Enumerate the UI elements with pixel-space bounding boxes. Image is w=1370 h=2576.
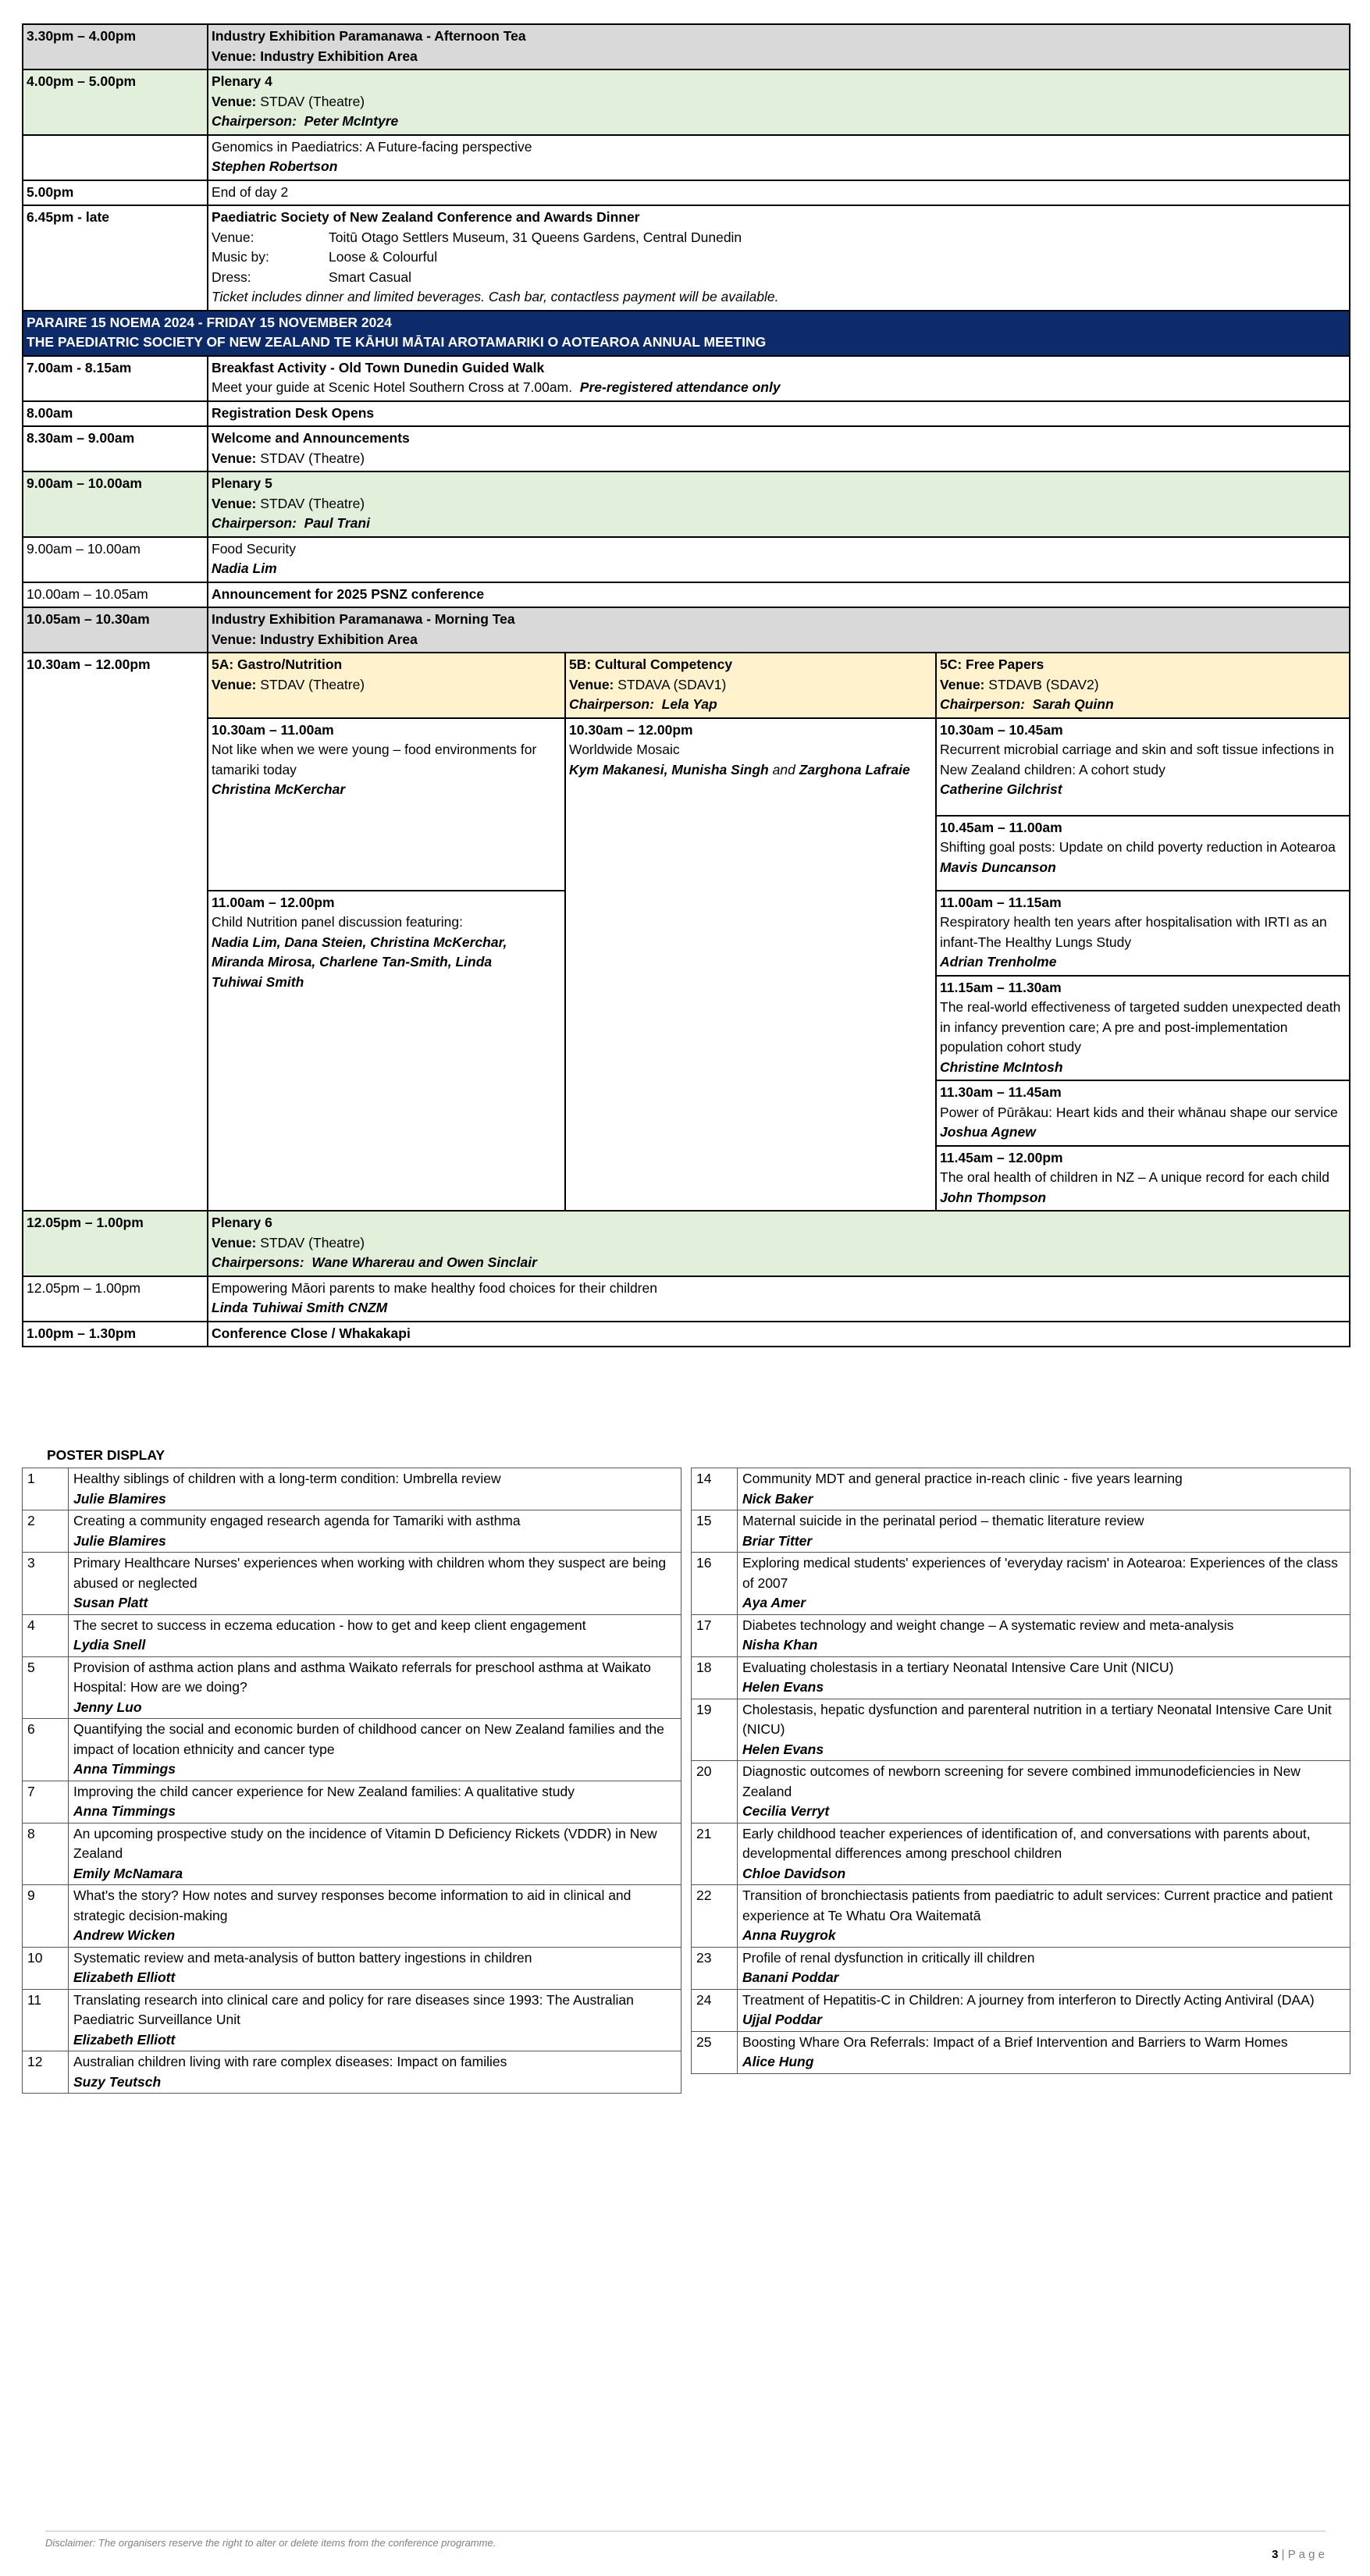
poster-title: What's the story? How notes and survey responses become information to aid in clinical and strategic decision-making — [73, 1888, 632, 1923]
poster-number: 19 — [692, 1699, 738, 1761]
chair-line: Chairpersons: Wane Wharerau and Owen Sinclair — [212, 1254, 537, 1270]
page-number: 3 | P a g e — [1272, 2548, 1325, 2561]
talk-5c-6 — [936, 1146, 1350, 1212]
session-title: 5C: Free Papers — [940, 656, 1044, 672]
talk-5a-1 — [208, 718, 565, 891]
poster-title: Systematic review and meta-analysis of button battery ingestions in children — [73, 1949, 532, 1966]
poster-title: Creating a community engaged research agenda for Tamariki with asthma — [73, 1513, 521, 1528]
session-cell — [208, 24, 1350, 69]
poster-row — [23, 1656, 681, 1719]
time-cell: 8.30am – 9.00am — [23, 426, 208, 471]
poster-number: 22 — [692, 1885, 738, 1948]
session-title: 5A: Gastro/Nutrition — [212, 656, 343, 672]
poster-row — [692, 1989, 1350, 2031]
poster-title: Translating research into clinical care and policy for rare diseases since 1993: The Australian Paediatric Surveillance Unit — [73, 1991, 634, 2027]
poster-row — [692, 1656, 1350, 1699]
programme-table — [22, 23, 1350, 1347]
poster-row — [23, 2051, 681, 2094]
talk-title: Genomics in Paediatrics: A Future-facing perspective — [212, 138, 532, 155]
poster-author: Cecilia Verryt — [742, 1803, 830, 1819]
day-header-line2: THE PAEDIATRIC SOCIETY OF NEW ZEALAND TE KĀHUI MĀTAI AROTAMARIKI O AOTEAROA ANNUAL MEETING — [27, 334, 767, 350]
talk-title: Not like when we were young – food environments for tamariki today — [212, 742, 537, 777]
poster-title: Profile of renal dysfunction in critically ill children — [742, 1949, 1035, 1966]
poster-entry — [69, 1947, 681, 1989]
talk-title: The oral health of children in NZ – A unique record for each child — [940, 1169, 1330, 1185]
session-cell — [208, 1276, 1350, 1322]
talk-time: 11.30am – 11.45am — [940, 1084, 1062, 1100]
talk-title: Shifting goal posts: Update on child poverty reduction in Aotearoa — [940, 839, 1336, 856]
talk-5c-2 — [936, 816, 1350, 891]
venue-line: Venue: STDAV (Theatre) — [212, 93, 365, 109]
day-header-line1: PARAIRE 15 NOEMA 2024 - FRIDAY 15 NOVEMBER 2024 — [27, 314, 392, 330]
session-cell: Announcement for 2025 PSNZ conference — [208, 582, 1350, 608]
venue-line: Venue: STDAVB (SDAV2) — [940, 676, 1099, 692]
poster-title: The secret to success in eczema education - how to get and keep client engagement — [73, 1617, 586, 1633]
poster-title: Cholestasis, hepatic dysfunction and parenteral nutrition in a tertiary Neonatal Intensive Care Unit (NICU) — [742, 1701, 1332, 1737]
talk-5b-1 — [565, 718, 936, 1212]
poster-author: Helen Evans — [742, 1741, 824, 1757]
dinner-row — [23, 205, 1350, 311]
poster-entry — [738, 1468, 1350, 1510]
poster-row — [23, 1885, 681, 1948]
breakfast-text: Meet your guide at Scenic Hotel Southern Cross at 7.00am. Pre-registered attendance only — [212, 379, 781, 395]
chair-line: Chairperson: Lela Yap — [569, 696, 717, 712]
talk-5c-5 — [936, 1080, 1350, 1146]
session-title: Plenary 5 — [212, 475, 272, 491]
poster-display-heading: POSTER DISPLAY — [47, 1447, 165, 1463]
day-header-row — [23, 311, 1350, 356]
talk-time: 10.30am – 10.45am — [940, 721, 1063, 738]
session-cell — [208, 1211, 1350, 1276]
speaker: Joshua Agnew — [940, 1124, 1036, 1140]
talk-5c-1 — [936, 718, 1350, 816]
afternoon-tea-row — [23, 24, 1350, 69]
dinner-note: Ticket includes dinner and limited beverages. Cash bar, contactless payment will be available. — [212, 289, 779, 304]
time-cell: 1.00pm – 1.30pm — [23, 1322, 208, 1347]
venue-value: Toitū Otago Settlers Museum, 31 Queens Gardens, Central Dunedin — [329, 229, 742, 245]
time-cell: 4.00pm – 5.00pm — [23, 69, 208, 135]
session-cell — [208, 607, 1350, 653]
talk-title: Respiratory health ten years after hospitalisation with IRTI as an infant-The Healthy Lungs Study — [940, 914, 1327, 950]
poster-row — [692, 1614, 1350, 1656]
poster-number: 21 — [692, 1823, 738, 1885]
poster-row — [23, 1719, 681, 1781]
session-5c-header — [936, 653, 1350, 718]
poster-author: Briar Titter — [742, 1532, 813, 1549]
session-cell — [208, 205, 1350, 311]
poster-number: 12 — [23, 2051, 69, 2094]
poster-entry — [69, 1656, 681, 1719]
poster-entry — [738, 1947, 1350, 1989]
session-cell: Registration Desk Opens — [208, 401, 1350, 427]
poster-title: Transition of bronchiectasis patients from paediatric to adult services: Current practice and patient experience at Te Whatu Ora Waitematā — [742, 1888, 1333, 1923]
session-5b-header — [565, 653, 936, 718]
poster-number: 18 — [692, 1656, 738, 1699]
poster-number: 24 — [692, 1989, 738, 2031]
poster-entry — [738, 1614, 1350, 1656]
music-label: Music by: — [212, 249, 269, 265]
poster-title: Community MDT and general practice in-reach clinic - five years learning — [742, 1471, 1183, 1486]
poster-author: Andrew Wicken — [73, 1927, 176, 1943]
venue-line: Venue: STDAVA (SDAV1) — [569, 676, 727, 692]
speaker: Mavis Duncanson — [940, 859, 1056, 875]
venue-line: Venue: STDAV (Theatre) — [212, 450, 365, 466]
poster-author: Susan Platt — [73, 1595, 148, 1610]
poster-entry — [69, 1553, 681, 1615]
speaker: Linda Tuhiwai Smith CNZM — [212, 1300, 388, 1315]
poster-author: Julie Blamires — [73, 1532, 166, 1549]
dress-value: Smart Casual — [329, 269, 412, 285]
speaker: Nadia Lim, Dana Steien, Christina McKerchar, Miranda Mirosa, Charlene Tan-Smith, Linda Tuhiwai Smith — [212, 934, 507, 990]
poster-number: 15 — [692, 1510, 738, 1553]
poster-title: Exploring medical students' experiences of 'everyday racism' in Aotearoa: Experiences of the class of 2007 — [742, 1555, 1338, 1591]
poster-number: 7 — [23, 1781, 69, 1823]
poster-row — [23, 1781, 681, 1823]
poster-title: Quantifying the social and economic burden of childhood cancer on New Zealand families and the impact of location ethnicity and cancer type — [73, 1721, 664, 1757]
speaker: Stephen Robertson — [212, 158, 338, 174]
poster-title: Provision of asthma action plans and asthma Waikato referrals for preschool asthma at Waikato Hospital: How are we doing? — [73, 1659, 651, 1695]
talk-title: Worldwide Mosaic — [569, 742, 680, 757]
poster-number: 10 — [23, 1947, 69, 1989]
time-cell: 12.05pm – 1.00pm — [23, 1276, 208, 1322]
poster-entry — [69, 1823, 681, 1885]
venue-line: Venue: Industry Exhibition Area — [212, 48, 418, 64]
poster-author: Emily McNamara — [73, 1865, 183, 1881]
talk-time: 11.00am – 11.15am — [940, 894, 1062, 910]
poster-author: Elizabeth Elliott — [73, 1969, 176, 1985]
poster-author: Jenny Luo — [73, 1699, 142, 1715]
poster-row — [692, 2031, 1350, 2073]
session-title: Plenary 4 — [212, 73, 272, 89]
session-title: Breakfast Activity - Old Town Dunedin Guided Walk — [212, 359, 545, 375]
speaker: Catherine Gilchrist — [940, 781, 1062, 797]
poster-number: 23 — [692, 1947, 738, 1989]
plenary4-row — [23, 69, 1350, 135]
poster-entry — [69, 1781, 681, 1823]
poster-entry — [69, 2051, 681, 2094]
session-title: Industry Exhibition Paramanawa - Morning Tea — [212, 611, 515, 627]
time-cell: 9.00am – 10.00am — [23, 537, 208, 582]
time-cell: 3.30pm – 4.00pm — [23, 24, 208, 69]
poster-entry — [69, 1885, 681, 1948]
end-day-row — [23, 180, 1350, 206]
poster-entry — [69, 1468, 681, 1510]
session-cell: End of day 2 — [208, 180, 1350, 206]
speaker-line: Kym Makanesi, Munisha Singh and Zarghona Lafraie — [569, 761, 910, 777]
poster-entry — [69, 1989, 681, 2051]
poster-author: Banani Poddar — [742, 1969, 839, 1985]
poster-author: Suzy Teutsch — [73, 2073, 162, 2090]
poster-entry — [69, 1614, 681, 1656]
poster-row — [692, 1947, 1350, 1989]
food-security-row — [23, 537, 1350, 582]
poster-row — [692, 1468, 1350, 1510]
poster-title: Primary Healthcare Nurses' experiences when working with children whom they suspect are being abused or neglected — [73, 1555, 667, 1591]
time-cell: 12.05pm – 1.00pm — [23, 1211, 208, 1276]
talk-time: 11.45am – 12.00pm — [940, 1149, 1063, 1165]
poster-number: 4 — [23, 1614, 69, 1656]
poster-entry — [738, 1823, 1350, 1885]
time-cell: 10.05am – 10.30am — [23, 607, 208, 653]
time-cell: 8.00am — [23, 401, 208, 427]
poster-author: Julie Blamires — [73, 1490, 166, 1507]
session-cell — [208, 69, 1350, 135]
poster-author: Lydia Snell — [73, 1637, 146, 1653]
poster-row — [692, 1553, 1350, 1615]
poster-row — [23, 1823, 681, 1885]
poster-number: 3 — [23, 1553, 69, 1615]
session-cell: Conference Close / Whakakapi — [208, 1322, 1350, 1347]
poster-title: Treatment of Hepatitis-C in Children: A journey from interferon to Directly Acting Antiviral (DAA) — [742, 1991, 1315, 2008]
concurrent-header-row — [23, 653, 1350, 718]
speaker: Nadia Lim — [212, 560, 277, 576]
session-title: Paediatric Society of New Zealand Conference and Awards Dinner — [212, 209, 640, 225]
registration-row — [23, 401, 1350, 427]
poster-author: Elizabeth Elliott — [73, 2031, 176, 2048]
poster-row — [23, 1947, 681, 1989]
poster-entry — [738, 1656, 1350, 1699]
talk-5c-4 — [936, 976, 1350, 1081]
poster-number: 6 — [23, 1719, 69, 1781]
venue-label: Venue: — [212, 229, 254, 245]
poster-author: Helen Evans — [742, 1679, 824, 1695]
poster-entry — [738, 1699, 1350, 1761]
poster-number: 5 — [23, 1656, 69, 1719]
poster-number: 25 — [692, 2031, 738, 2073]
talk-title: Food Security — [212, 540, 296, 557]
poster-row — [692, 1699, 1350, 1761]
breakfast-row — [23, 356, 1350, 401]
talk-time: 11.15am – 11.30am — [940, 979, 1062, 995]
genomics-row — [23, 135, 1350, 180]
talk-title: Empowering Māori parents to make healthy food choices for their children — [212, 1279, 657, 1296]
poster-author: Anna Timmings — [73, 1761, 176, 1777]
day-header-cell — [23, 311, 1350, 356]
empowering-row — [23, 1276, 1350, 1322]
session-cell — [208, 426, 1350, 471]
poster-title: Early childhood teacher experiences of identification of, and conversations with parents about, developmental differences among preschool children — [742, 1825, 1311, 1861]
poster-author: Aya Amer — [742, 1595, 806, 1610]
poster-number: 1 — [23, 1468, 69, 1510]
time-cell: 10.30am – 12.00pm — [23, 653, 208, 1211]
session-cell — [208, 537, 1350, 582]
poster-title: Healthy siblings of children with a long-term condition: Umbrella review — [73, 1471, 501, 1486]
venue-line: Venue: STDAV (Theatre) — [212, 1234, 365, 1251]
poster-number: 8 — [23, 1823, 69, 1885]
time-cell — [23, 135, 208, 180]
talk-title: Power of Pūrākau: Heart kids and their whānau shape our service — [940, 1104, 1338, 1120]
welcome-row — [23, 426, 1350, 471]
dress-label: Dress: — [212, 269, 251, 285]
poster-title: Evaluating cholestasis in a tertiary Neonatal Intensive Care Unit (NICU) — [742, 1659, 1174, 1675]
poster-title: An upcoming prospective study on the incidence of Vitamin D Deficiency Rickets (VDDR) in New Zealand — [73, 1825, 657, 1861]
concurrent-row-1 — [23, 718, 1350, 816]
poster-row — [692, 1885, 1350, 1948]
talk-time: 11.00am – 12.00pm — [212, 894, 335, 910]
poster-entry — [738, 1510, 1350, 1553]
poster-number: 16 — [692, 1553, 738, 1615]
poster-author: Anna Timmings — [73, 1803, 176, 1819]
poster-number: 9 — [23, 1885, 69, 1948]
talk-5a-2 — [208, 891, 565, 1212]
talk-time: 10.45am – 11.00am — [940, 819, 1062, 835]
poster-entry — [69, 1719, 681, 1781]
chair-line: Chairperson: Paul Trani — [212, 515, 370, 531]
plenary5-row — [23, 471, 1350, 537]
poster-title: Maternal suicide in the perinatal period – thematic literature review — [742, 1513, 1144, 1528]
poster-author: Ujjal Poddar — [742, 2012, 823, 2027]
poster-row — [23, 1510, 681, 1553]
poster-entry — [738, 1761, 1350, 1823]
disclaimer: Disclaimer: The organisers reserve the right to alter or delete items from the conference programme. — [45, 2537, 496, 2549]
poster-title: Australian children living with rare complex diseases: Impact on families — [73, 2054, 507, 2069]
time-cell: 6.45pm - late — [23, 205, 208, 311]
close-row — [23, 1322, 1350, 1347]
poster-entry — [69, 1510, 681, 1553]
poster-number: 2 — [23, 1510, 69, 1553]
poster-entry — [738, 1989, 1350, 2031]
poster-entry — [738, 2031, 1350, 2073]
session-cell — [208, 471, 1350, 537]
time-cell: 10.00am – 10.05am — [23, 582, 208, 608]
talk-title: Recurrent microbial carriage and skin and soft tissue infections in New Zealand children: A cohort study — [940, 742, 1334, 777]
talk-time: 10.30am – 11.00am — [212, 721, 334, 738]
session-title: 5B: Cultural Competency — [569, 656, 733, 672]
poster-author: Chloe Davidson — [742, 1865, 846, 1881]
poster-row — [23, 1614, 681, 1656]
poster-table-right — [691, 1468, 1350, 2074]
poster-row — [23, 1989, 681, 2051]
time-cell: 9.00am – 10.00am — [23, 471, 208, 537]
announcement-row — [23, 582, 1350, 608]
speaker: Christine McIntosh — [940, 1059, 1063, 1075]
poster-title: Improving the child cancer experience for New Zealand families: A qualitative study — [73, 1783, 575, 1799]
poster-number: 14 — [692, 1468, 738, 1510]
plenary6-row — [23, 1211, 1350, 1276]
dinner-details — [212, 228, 1346, 288]
poster-row — [23, 1553, 681, 1615]
poster-number: 20 — [692, 1761, 738, 1823]
poster-row — [692, 1761, 1350, 1823]
speaker: Christina McKerchar — [212, 781, 346, 797]
talk-title: The real-world effectiveness of targeted sudden unexpected death in infancy prevention care; A pre and post-implementation population cohort study — [940, 999, 1341, 1055]
poster-number: 17 — [692, 1614, 738, 1656]
poster-title: Diabetes technology and weight change – A systematic review and meta-analysis — [742, 1617, 1234, 1633]
session-cell — [208, 135, 1350, 180]
session-title: Industry Exhibition Paramanawa - Afternoon Tea — [212, 28, 526, 44]
poster-row — [23, 1468, 681, 1510]
footer-divider — [45, 2531, 1326, 2532]
time-cell: 5.00pm — [23, 180, 208, 206]
chair-line: Chairperson: Peter McIntyre — [212, 113, 399, 129]
talk-time: 10.30am – 12.00pm — [569, 721, 693, 738]
speaker: Adrian Trenholme — [940, 954, 1057, 970]
session-title: Welcome and Announcements — [212, 430, 410, 446]
talk-title: Child Nutrition panel discussion featuring: — [212, 914, 463, 930]
poster-author: Nisha Khan — [742, 1637, 818, 1653]
venue-line: Venue: Industry Exhibition Area — [212, 631, 418, 647]
chair-line: Chairperson: Sarah Quinn — [940, 696, 1114, 712]
venue-line: Venue: STDAV (Theatre) — [212, 676, 365, 692]
time-cell: 7.00am - 8.15am — [23, 356, 208, 401]
poster-table-left — [22, 1468, 681, 2094]
poster-row — [692, 1510, 1350, 1553]
session-cell — [208, 356, 1350, 401]
poster-entry — [738, 1885, 1350, 1948]
poster-author: Alice Hung — [742, 2054, 814, 2069]
poster-title: Diagnostic outcomes of newborn screening for severe combined immunodeficiencies in New Zealand — [742, 1763, 1301, 1799]
venue-line: Venue: STDAV (Theatre) — [212, 495, 365, 511]
speaker: John Thompson — [940, 1189, 1047, 1205]
poster-author: Nick Baker — [742, 1490, 813, 1507]
session-5a-header — [208, 653, 565, 718]
poster-entry — [738, 1553, 1350, 1615]
session-title: Plenary 6 — [212, 1215, 272, 1230]
poster-number: 11 — [23, 1989, 69, 2051]
morning-tea-row — [23, 607, 1350, 653]
poster-row — [692, 1823, 1350, 1885]
poster-author: Anna Ruygrok — [742, 1927, 836, 1943]
talk-5c-3 — [936, 891, 1350, 976]
programme-page — [22, 23, 1349, 1347]
poster-title: Boosting Whare Ora Referrals: Impact of a Brief Intervention and Barriers to Warm Homes — [742, 2033, 1288, 2050]
music-value: Loose & Colourful — [329, 249, 438, 265]
